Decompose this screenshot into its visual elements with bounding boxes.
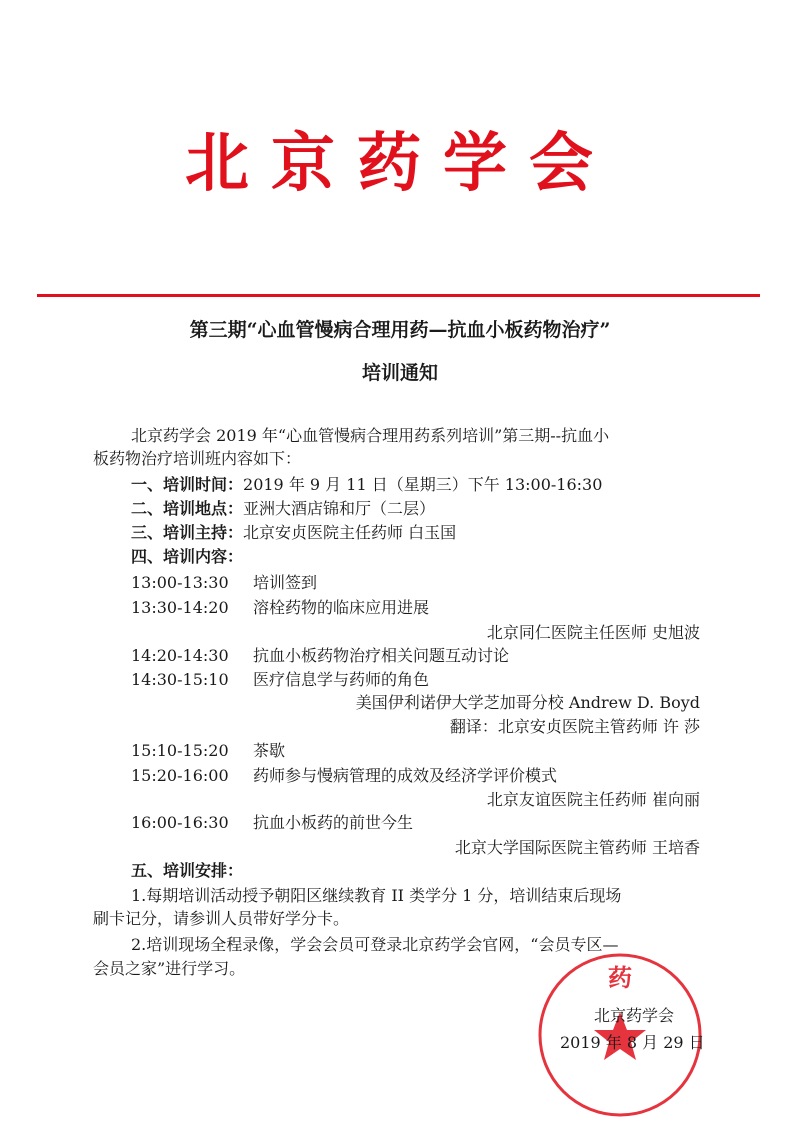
note-2-line-1: 2.培训现场全程录像，学会会员可登录北京药学会官网，“会员专区— — [131, 935, 619, 954]
schedule-topic: 溶栓药物的临床应用进展 — [253, 598, 430, 617]
header-divider — [37, 294, 760, 297]
schedule-topic: 医疗信息学与药师的角色 — [253, 670, 430, 689]
schedule-speaker: 北京同仁医院主任医师 史旭波 — [486, 623, 700, 642]
schedule-time: 14:30-15:10 — [131, 670, 229, 689]
schedule-speaker: 北京大学国际医院主管药师 王培香 — [454, 838, 700, 857]
schedule-time: 16:00-16:30 — [131, 813, 229, 832]
schedule-row — [131, 643, 509, 666]
schedule-time: 14:20-14:30 — [131, 646, 229, 665]
signature-org: 北京药学会 — [594, 1006, 675, 1025]
schedule-row — [131, 763, 557, 786]
schedule-topic: 抗血小板药物治疗相关问题互动讨论 — [253, 646, 510, 665]
item-time-label: 一、培训时间： — [131, 475, 244, 494]
seal-text: 药 — [608, 963, 632, 992]
notice-subtitle: 培训通知 — [361, 362, 438, 384]
schedule-topic: 培训签到 — [253, 573, 318, 592]
schedule-topic: 抗血小板药的前世今生 — [253, 813, 414, 832]
schedule-speaker: 北京友谊医院主任药师 崔向丽 — [486, 790, 700, 809]
intro-line-1: 北京药学会 2019 年“心血管慢病合理用药系列培训”第三期--抗血小 — [131, 426, 610, 445]
note-1-line-2: 刷卡记分，请参训人员带好学分卡。 — [93, 909, 350, 928]
schedule-time: 13:30-14:20 — [131, 598, 229, 617]
item-place — [131, 496, 435, 519]
schedule-row — [131, 667, 429, 690]
schedule-row — [131, 810, 413, 833]
schedule-row — [131, 595, 429, 618]
schedule-row — [131, 570, 317, 593]
item-time — [131, 472, 602, 495]
item-host-value: 北京安贞医院主任药师 白玉国 — [243, 523, 457, 542]
schedule-speaker: 美国伊利诺伊大学芝加哥分校 Andrew D. Boyd — [355, 693, 700, 712]
item-host — [131, 520, 456, 543]
item-host-label: 三、培训主持： — [131, 523, 244, 542]
schedule-row — [131, 738, 285, 761]
item-content-label: 四、培训内容： — [131, 547, 244, 566]
schedule-time: 13:00-13:30 — [131, 573, 229, 592]
notice-title: 第三期“心血管慢病合理用药—抗血小板药物治疗” — [189, 319, 611, 341]
item-place-label: 二、培训地点： — [131, 499, 244, 518]
item-place-value: 亚洲大酒店锦和厅（二层） — [243, 499, 436, 518]
intro-line-2: 板药物治疗培训班内容如下： — [93, 449, 302, 468]
schedule-time: 15:10-15:20 — [131, 741, 229, 760]
schedule-time: 15:20-16:00 — [131, 766, 229, 785]
schedule-topic: 茶歇 — [253, 741, 286, 760]
schedule-translator: 翻译：北京安贞医院主管药师 许 莎 — [449, 717, 700, 736]
arrangement-label: 五、培训安排： — [131, 861, 244, 880]
item-time-value: 2019 年 9 月 11 日（星期三）下午 13:00-16:30 — [243, 475, 603, 494]
schedule-topic: 药师参与慢病管理的成效及经济学评价模式 — [253, 766, 558, 785]
note-2-line-2: 会员之家”进行学习。 — [93, 959, 246, 978]
signature-date: 2019 年 8 月 29 日 — [560, 1033, 705, 1052]
org-header: 北京药学会 — [185, 127, 615, 201]
note-1-line-1: 1.每期培训活动授予朝阳区继续教育 II 类学分 1 分，培训结束后现场 — [131, 886, 622, 905]
